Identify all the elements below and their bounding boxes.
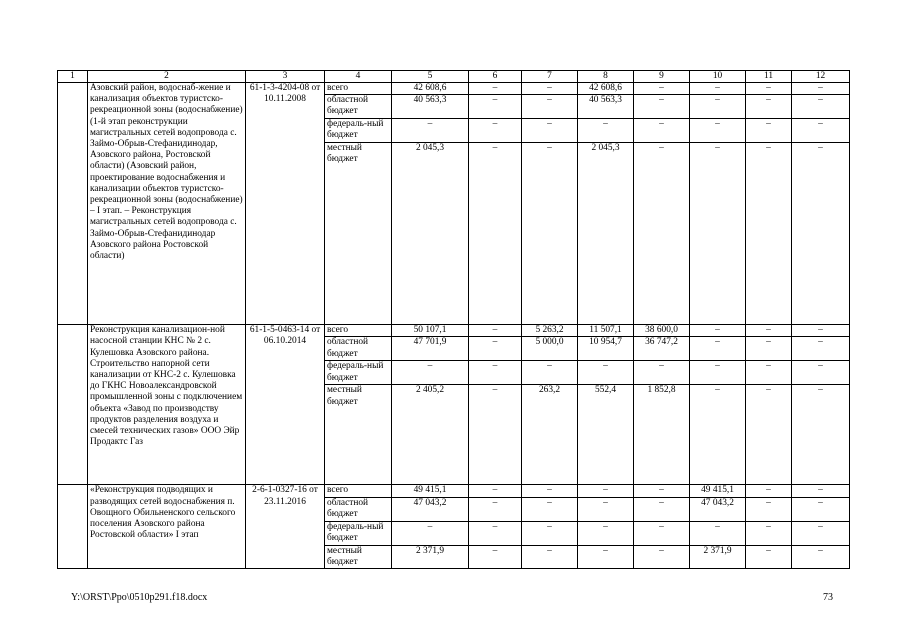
amount-cell: 2 045,3 bbox=[392, 143, 469, 325]
column-header: 7 bbox=[522, 71, 578, 83]
amount-cell: – bbox=[469, 497, 522, 521]
funding-source-cell: местный бюджет bbox=[325, 545, 392, 568]
row-number-cell bbox=[58, 83, 88, 325]
amount-cell: – bbox=[746, 83, 792, 95]
funding-source-cell: всего bbox=[325, 325, 392, 337]
column-header: 10 bbox=[690, 71, 746, 83]
amount-cell: – bbox=[792, 497, 850, 521]
amount-cell: – bbox=[746, 361, 792, 385]
amount-cell: 47 043,2 bbox=[392, 497, 469, 521]
amount-cell: – bbox=[634, 119, 690, 143]
amount-cell: – bbox=[792, 521, 850, 545]
amount-cell: – bbox=[792, 361, 850, 385]
table-row bbox=[58, 325, 850, 337]
amount-cell: – bbox=[746, 497, 792, 521]
amount-cell: 263,2 bbox=[522, 385, 578, 485]
amount-cell: – bbox=[792, 545, 850, 568]
amount-cell: 40 563,3 bbox=[578, 95, 634, 119]
amount-cell: – bbox=[469, 143, 522, 325]
amount-cell: 49 415,1 bbox=[392, 485, 469, 497]
amount-cell: – bbox=[690, 361, 746, 385]
amount-cell: – bbox=[792, 385, 850, 485]
amount-cell: – bbox=[690, 83, 746, 95]
amount-cell: – bbox=[522, 83, 578, 95]
object-name-cell: Азовский район, водоснаб-жение и канализация объектов туристско-рекреационной зоны (водоснабжение) (1-й этап реконструкции магистральных сетей водопровода с. Займо-Обрыв-Стефанидинодар, Азовского района, Ростовской области) (Азовский район, проектирование водоснабжения и канализации объектов туристско-рекреационной зоны (водоснабжение) – I этап. – Реконструкция магистральных сетей водопровода с. Займо-Обрыв-Стефанидинодар Азовского района Ростовской области) bbox=[88, 83, 246, 325]
amount-cell: – bbox=[634, 497, 690, 521]
table-row bbox=[58, 485, 850, 497]
amount-cell: 2 371,9 bbox=[392, 545, 469, 568]
amount-cell: – bbox=[469, 521, 522, 545]
column-header: 11 bbox=[746, 71, 792, 83]
amount-cell: – bbox=[746, 119, 792, 143]
page-number: 73 bbox=[823, 592, 833, 603]
amount-cell: – bbox=[634, 83, 690, 95]
amount-cell: – bbox=[746, 485, 792, 497]
amount-cell: – bbox=[469, 361, 522, 385]
amount-cell: – bbox=[690, 119, 746, 143]
amount-cell: 49 415,1 bbox=[690, 485, 746, 497]
column-header: 1 bbox=[58, 71, 88, 83]
amount-cell: – bbox=[522, 143, 578, 325]
amount-cell: 50 107,1 bbox=[392, 325, 469, 337]
amount-cell: – bbox=[792, 95, 850, 119]
amount-cell: 36 747,2 bbox=[634, 337, 690, 361]
amount-cell: 5 000,0 bbox=[522, 337, 578, 361]
amount-cell: – bbox=[578, 545, 634, 568]
amount-cell: – bbox=[469, 545, 522, 568]
amount-cell: – bbox=[522, 119, 578, 143]
amount-cell: – bbox=[469, 119, 522, 143]
row-number-cell bbox=[58, 485, 88, 569]
funding-source-cell: местный бюджет bbox=[325, 143, 392, 325]
amount-cell: – bbox=[746, 95, 792, 119]
header-row bbox=[58, 71, 850, 83]
funding-source-cell: федераль-ный бюджет bbox=[325, 361, 392, 385]
amount-cell: – bbox=[746, 521, 792, 545]
amount-cell: – bbox=[690, 521, 746, 545]
amount-cell: – bbox=[792, 83, 850, 95]
funding-source-cell: всего bbox=[325, 485, 392, 497]
amount-cell: 11 507,1 bbox=[578, 325, 634, 337]
expertise-code-cell: 61-1-5-0463-14 от 06.10.2014 bbox=[246, 325, 325, 485]
amount-cell: – bbox=[690, 143, 746, 325]
row-number-cell bbox=[58, 325, 88, 485]
amount-cell: – bbox=[469, 337, 522, 361]
object-name-cell: Реконструкция канализацион-ной насосной станции КНС № 2 с. Кулешовка Азовского района. Строительство напорной сети канализации от КНС-2 с. Кулешовка до ГКНС Новоалександровской промышленной зоны с подключением объекта «Завод по производству продуктов разделения воздуха и смесей технических газов» ООО Эйр Продактс Газ bbox=[88, 325, 246, 485]
funding-source-cell: всего bbox=[325, 83, 392, 95]
amount-cell: – bbox=[522, 521, 578, 545]
expertise-code-cell: 2-6-1-0327-16 от 23.11.2016 bbox=[246, 485, 325, 569]
amount-cell: – bbox=[578, 361, 634, 385]
funding-source-cell: местный бюджет bbox=[325, 385, 392, 485]
amount-cell: – bbox=[792, 119, 850, 143]
amount-cell: – bbox=[469, 83, 522, 95]
amount-cell: – bbox=[634, 143, 690, 325]
funding-source-cell: областной бюджет bbox=[325, 337, 392, 361]
object-name-cell: «Реконструкция подводящих и разводящих сетей водоснабжения п. Овощного Обильненского сельского поселения Азовского района Ростовской области» I этап bbox=[88, 485, 246, 569]
budget-table bbox=[57, 70, 850, 569]
amount-cell: – bbox=[746, 337, 792, 361]
column-header: 12 bbox=[792, 71, 850, 83]
funding-source-cell: федераль-ный бюджет bbox=[325, 521, 392, 545]
amount-cell: – bbox=[522, 497, 578, 521]
amount-cell: – bbox=[634, 485, 690, 497]
amount-cell: – bbox=[469, 325, 522, 337]
amount-cell: – bbox=[792, 337, 850, 361]
amount-cell: 552,4 bbox=[578, 385, 634, 485]
footer-file-path: Y:\ORST\Ppo\0510p291.f18.docx bbox=[71, 592, 208, 603]
amount-cell: – bbox=[578, 521, 634, 545]
amount-cell: – bbox=[469, 385, 522, 485]
amount-cell: 10 954,7 bbox=[578, 337, 634, 361]
amount-cell: 47 043,2 bbox=[690, 497, 746, 521]
amount-cell: – bbox=[522, 361, 578, 385]
column-header: 8 bbox=[578, 71, 634, 83]
amount-cell: 5 263,2 bbox=[522, 325, 578, 337]
amount-cell: – bbox=[392, 521, 469, 545]
column-header: 9 bbox=[634, 71, 690, 83]
amount-cell: – bbox=[746, 385, 792, 485]
amount-cell: – bbox=[690, 325, 746, 337]
amount-cell: – bbox=[792, 143, 850, 325]
amount-cell: – bbox=[746, 545, 792, 568]
amount-cell: – bbox=[690, 95, 746, 119]
amount-cell: – bbox=[469, 485, 522, 497]
amount-cell: – bbox=[522, 95, 578, 119]
amount-cell: – bbox=[522, 545, 578, 568]
amount-cell: 38 600,0 bbox=[634, 325, 690, 337]
amount-cell: – bbox=[578, 485, 634, 497]
column-header: 2 bbox=[88, 71, 246, 83]
amount-cell: – bbox=[392, 361, 469, 385]
amount-cell: 1 852,8 bbox=[634, 385, 690, 485]
amount-cell: – bbox=[578, 119, 634, 143]
amount-cell: 42 608,6 bbox=[392, 83, 469, 95]
amount-cell: – bbox=[634, 521, 690, 545]
amount-cell: 2 371,9 bbox=[690, 545, 746, 568]
column-header: 3 bbox=[246, 71, 325, 83]
amount-cell: 40 563,3 bbox=[392, 95, 469, 119]
amount-cell: – bbox=[792, 325, 850, 337]
amount-cell: – bbox=[392, 119, 469, 143]
amount-cell: 2 045,3 bbox=[578, 143, 634, 325]
amount-cell: 42 608,6 bbox=[578, 83, 634, 95]
funding-source-cell: областной бюджет bbox=[325, 497, 392, 521]
amount-cell: – bbox=[792, 485, 850, 497]
amount-cell: – bbox=[746, 143, 792, 325]
amount-cell: – bbox=[469, 95, 522, 119]
amount-cell: – bbox=[522, 485, 578, 497]
amount-cell: 47 701,9 bbox=[392, 337, 469, 361]
amount-cell: – bbox=[578, 497, 634, 521]
funding-source-cell: областной бюджет bbox=[325, 95, 392, 119]
column-header: 5 bbox=[392, 71, 469, 83]
amount-cell: – bbox=[634, 361, 690, 385]
amount-cell: – bbox=[690, 337, 746, 361]
column-header: 6 bbox=[469, 71, 522, 83]
amount-cell: – bbox=[690, 385, 746, 485]
amount-cell: – bbox=[634, 95, 690, 119]
column-header: 4 bbox=[325, 71, 392, 83]
amount-cell: – bbox=[746, 325, 792, 337]
expertise-code-cell: 61-1-3-4204-08 от 10.11.2008 bbox=[246, 83, 325, 325]
funding-source-cell: федераль-ный бюджет bbox=[325, 119, 392, 143]
amount-cell: 2 405,2 bbox=[392, 385, 469, 485]
amount-cell: – bbox=[634, 545, 690, 568]
table-row bbox=[58, 83, 850, 95]
